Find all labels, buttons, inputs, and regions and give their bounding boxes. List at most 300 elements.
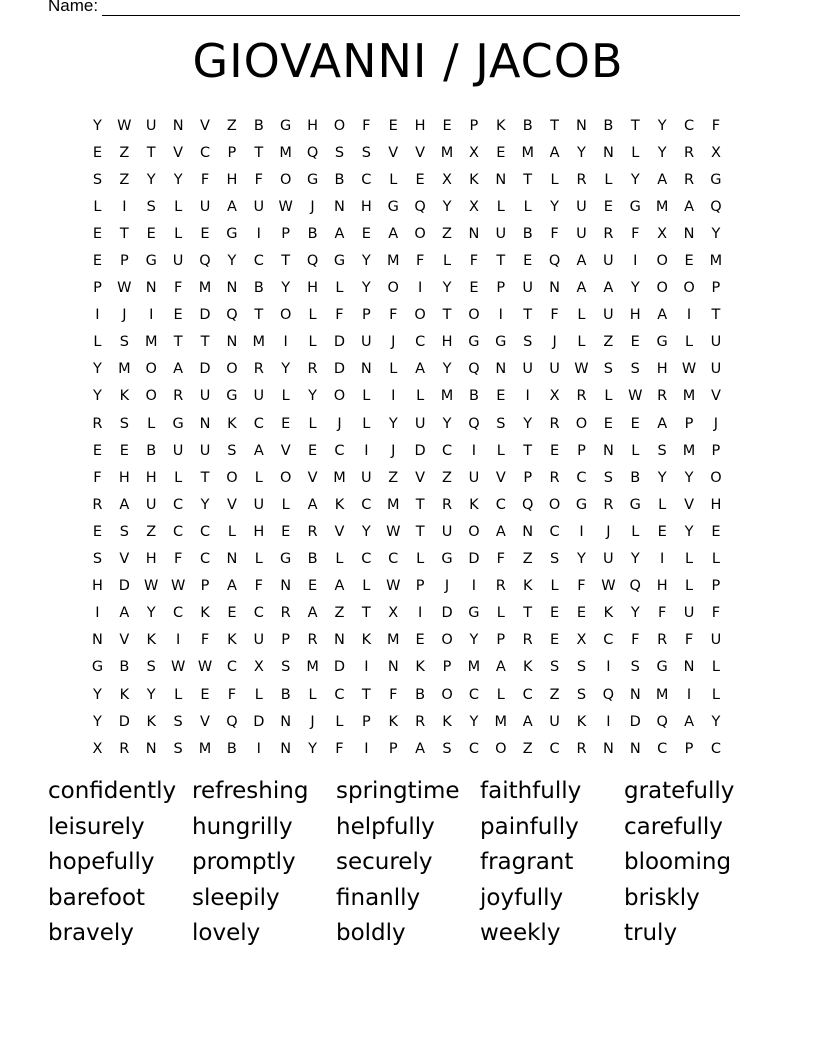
grid-letter[interactable]: T: [630, 117, 640, 134]
grid-letter[interactable]: X: [253, 659, 264, 676]
grid-letter[interactable]: G: [656, 659, 668, 676]
grid-letter[interactable]: T: [173, 334, 183, 351]
grid-letter[interactable]: Q: [226, 307, 238, 324]
grid-letter[interactable]: W: [170, 578, 186, 595]
grid-letter[interactable]: W: [144, 578, 159, 595]
grid-letter[interactable]: K: [227, 415, 237, 432]
grid-letter[interactable]: C: [549, 740, 560, 757]
grid-letter[interactable]: J: [391, 334, 396, 351]
grid-letter[interactable]: A: [415, 740, 426, 757]
grid-letter[interactable]: G: [226, 388, 238, 405]
grid-letter[interactable]: F: [93, 469, 102, 486]
grid-letter[interactable]: U: [522, 361, 533, 378]
grid-letter[interactable]: D: [199, 361, 211, 378]
grid-letter[interactable]: X: [442, 171, 452, 188]
grid-letter[interactable]: L: [496, 442, 505, 459]
grid-letter[interactable]: X: [388, 605, 399, 622]
grid-letter[interactable]: I: [283, 334, 288, 351]
grid-letter[interactable]: N: [629, 686, 641, 703]
grid-letter[interactable]: W: [197, 659, 213, 676]
grid-letter[interactable]: Y: [93, 686, 102, 703]
grid-letter[interactable]: L: [389, 361, 398, 378]
grid-letter[interactable]: O: [683, 280, 695, 297]
grid-letter[interactable]: W: [386, 578, 401, 595]
grid-letter[interactable]: Z: [226, 117, 237, 134]
grid-letter[interactable]: E: [281, 415, 291, 432]
grid-letter[interactable]: D: [441, 605, 453, 622]
grid-letter[interactable]: M: [144, 334, 158, 351]
grid-letter[interactable]: O: [145, 361, 157, 378]
grid-letter[interactable]: B: [468, 388, 479, 405]
grid-letter[interactable]: L: [362, 578, 371, 595]
grid-letter[interactable]: M: [494, 713, 508, 730]
grid-letter[interactable]: B: [253, 117, 264, 134]
grid-letter[interactable]: D: [118, 578, 130, 595]
grid-letter[interactable]: N: [334, 198, 345, 215]
grid-letter[interactable]: Q: [468, 361, 480, 378]
grid-letter[interactable]: D: [333, 659, 346, 676]
grid-letter[interactable]: A: [334, 578, 345, 595]
grid-letter[interactable]: A: [119, 496, 130, 513]
grid-letter[interactable]: J: [606, 523, 611, 540]
grid-letter[interactable]: I: [579, 523, 584, 540]
grid-letter[interactable]: S: [576, 686, 587, 703]
grid-letter[interactable]: Y: [684, 523, 694, 540]
grid-letter[interactable]: V: [200, 117, 210, 134]
grid-letter[interactable]: S: [173, 740, 183, 757]
grid-letter[interactable]: R: [603, 225, 614, 242]
grid-letter[interactable]: R: [522, 632, 533, 649]
grid-letter[interactable]: S: [92, 171, 103, 188]
grid-letter[interactable]: C: [683, 117, 695, 134]
grid-letter[interactable]: G: [656, 334, 668, 351]
grid-letter[interactable]: N: [495, 361, 507, 378]
grid-letter[interactable]: U: [199, 388, 211, 405]
grid-letter[interactable]: Z: [119, 171, 130, 188]
grid-letter[interactable]: A: [657, 171, 668, 188]
grid-letter[interactable]: O: [441, 632, 453, 649]
grid-letter[interactable]: T: [523, 307, 533, 324]
grid-letter[interactable]: F: [550, 225, 559, 242]
grid-letter[interactable]: U: [522, 280, 533, 297]
grid-letter[interactable]: C: [199, 523, 211, 540]
grid-letter[interactable]: Z: [549, 686, 560, 703]
grid-letter[interactable]: K: [415, 659, 425, 676]
grid-letter[interactable]: U: [172, 253, 184, 270]
grid-letter[interactable]: K: [469, 496, 479, 513]
grid-letter[interactable]: F: [254, 171, 263, 188]
grid-letter[interactable]: T: [523, 171, 533, 188]
grid-letter[interactable]: Y: [657, 469, 667, 486]
grid-letter[interactable]: F: [711, 605, 721, 622]
grid-letter[interactable]: I: [686, 307, 692, 324]
grid-letter[interactable]: U: [361, 469, 372, 486]
grid-letter[interactable]: I: [256, 225, 261, 242]
grid-letter[interactable]: S: [603, 469, 613, 486]
grid-letter[interactable]: Y: [281, 280, 291, 297]
grid-letter[interactable]: Y: [93, 117, 102, 134]
grid-letter[interactable]: F: [684, 632, 694, 649]
grid-letter[interactable]: O: [226, 469, 238, 486]
grid-letter[interactable]: N: [92, 632, 103, 649]
grid-letter[interactable]: N: [226, 280, 238, 297]
grid-letter[interactable]: P: [577, 442, 586, 459]
grid-letter[interactable]: E: [657, 523, 667, 540]
grid-letter[interactable]: E: [173, 307, 183, 324]
grid-letter[interactable]: F: [335, 307, 344, 324]
grid-letter[interactable]: Y: [442, 198, 452, 215]
grid-letter[interactable]: L: [631, 523, 640, 540]
grid-letter[interactable]: I: [175, 632, 181, 649]
grid-letter[interactable]: S: [630, 361, 640, 378]
grid-letter[interactable]: X: [549, 388, 560, 405]
grid-letter[interactable]: N: [549, 280, 561, 297]
grid-letter[interactable]: L: [174, 225, 183, 242]
grid-letter[interactable]: L: [684, 578, 694, 595]
grid-letter[interactable]: E: [496, 388, 506, 405]
grid-letter[interactable]: A: [307, 496, 318, 513]
grid-letter[interactable]: O: [575, 415, 588, 432]
grid-letter[interactable]: P: [711, 442, 721, 459]
grid-letter[interactable]: S: [361, 144, 371, 161]
grid-letter[interactable]: E: [200, 225, 210, 242]
grid-letter[interactable]: F: [200, 171, 210, 188]
grid-letter[interactable]: K: [576, 713, 587, 730]
grid-letter[interactable]: K: [442, 713, 452, 730]
grid-letter[interactable]: W: [278, 198, 293, 215]
grid-letter[interactable]: C: [361, 171, 372, 188]
grid-letter[interactable]: V: [119, 551, 130, 568]
grid-letter[interactable]: C: [710, 740, 721, 757]
grid-letter[interactable]: B: [307, 225, 318, 242]
grid-letter[interactable]: N: [280, 578, 292, 595]
grid-letter[interactable]: L: [335, 280, 344, 297]
grid-letter[interactable]: M: [118, 361, 131, 378]
grid-letter[interactable]: T: [254, 307, 264, 324]
grid-letter[interactable]: J: [713, 415, 719, 432]
grid-letter[interactable]: V: [173, 144, 184, 161]
grid-letter[interactable]: O: [279, 171, 292, 188]
grid-letter[interactable]: L: [550, 171, 559, 188]
grid-letter[interactable]: G: [495, 334, 507, 351]
grid-letter[interactable]: G: [306, 171, 319, 188]
grid-letter[interactable]: Y: [361, 253, 371, 270]
grid-letter[interactable]: E: [119, 442, 129, 459]
grid-letter[interactable]: X: [657, 225, 668, 242]
grid-letter[interactable]: L: [254, 686, 263, 703]
grid-letter[interactable]: R: [415, 713, 426, 730]
grid-letter[interactable]: I: [149, 307, 154, 324]
grid-letter[interactable]: M: [655, 198, 669, 215]
grid-letter[interactable]: N: [576, 117, 587, 134]
grid-letter[interactable]: Y: [227, 253, 237, 270]
grid-letter[interactable]: R: [92, 415, 103, 432]
grid-letter[interactable]: Z: [119, 144, 130, 161]
grid-letter[interactable]: T: [523, 442, 533, 459]
grid-letter[interactable]: F: [173, 280, 183, 297]
grid-letter[interactable]: P: [496, 632, 506, 649]
grid-letter[interactable]: P: [442, 659, 452, 676]
grid-letter[interactable]: E: [92, 144, 103, 161]
grid-letter[interactable]: T: [415, 496, 425, 513]
grid-letter[interactable]: R: [549, 415, 560, 432]
grid-letter[interactable]: G: [226, 225, 238, 242]
grid-letter[interactable]: L: [335, 713, 344, 730]
grid-letter[interactable]: E: [281, 523, 291, 540]
grid-letter[interactable]: U: [253, 388, 265, 405]
grid-letter[interactable]: Q: [656, 713, 668, 730]
grid-letter[interactable]: Y: [308, 740, 317, 757]
grid-letter[interactable]: C: [226, 659, 237, 676]
grid-letter[interactable]: T: [361, 605, 371, 622]
grid-letter[interactable]: Q: [199, 253, 211, 270]
grid-letter[interactable]: C: [199, 144, 211, 161]
grid-letter[interactable]: X: [710, 144, 721, 161]
grid-letter[interactable]: S: [146, 198, 156, 215]
grid-letter[interactable]: A: [657, 307, 668, 324]
grid-letter[interactable]: K: [119, 686, 130, 703]
grid-letter[interactable]: H: [91, 578, 103, 595]
grid-letter[interactable]: R: [280, 605, 291, 622]
grid-letter[interactable]: Q: [629, 578, 641, 595]
grid-letter[interactable]: E: [415, 171, 425, 188]
grid-letter[interactable]: J: [122, 307, 127, 324]
grid-letter[interactable]: R: [92, 496, 103, 513]
grid-letter[interactable]: E: [576, 605, 587, 622]
grid-letter[interactable]: U: [199, 198, 211, 215]
grid-letter[interactable]: R: [657, 388, 668, 405]
grid-letter[interactable]: L: [174, 198, 183, 215]
grid-letter[interactable]: F: [496, 551, 505, 568]
grid-letter[interactable]: G: [333, 253, 346, 270]
grid-letter[interactable]: U: [549, 713, 560, 730]
grid-letter[interactable]: T: [550, 117, 560, 134]
grid-letter[interactable]: S: [657, 442, 667, 459]
grid-letter[interactable]: P: [93, 280, 102, 297]
grid-letter[interactable]: I: [525, 388, 530, 405]
grid-letter[interactable]: E: [550, 442, 560, 459]
grid-letter[interactable]: Y: [657, 144, 667, 161]
grid-letter[interactable]: I: [660, 551, 665, 568]
grid-letter[interactable]: E: [361, 225, 371, 242]
grid-letter[interactable]: N: [199, 415, 211, 432]
grid-letter[interactable]: L: [281, 496, 290, 513]
grid-letter[interactable]: L: [711, 686, 720, 703]
grid-letter[interactable]: N: [280, 740, 292, 757]
grid-letter[interactable]: W: [601, 578, 616, 595]
grid-letter[interactable]: O: [226, 361, 238, 378]
grid-letter[interactable]: Q: [548, 253, 561, 270]
grid-letter[interactable]: Y: [630, 551, 640, 568]
grid-letter[interactable]: E: [92, 523, 103, 540]
grid-letter[interactable]: S: [549, 659, 560, 676]
grid-letter[interactable]: K: [496, 117, 506, 134]
grid-letter[interactable]: Y: [657, 117, 667, 134]
grid-letter[interactable]: E: [550, 605, 560, 622]
grid-letter[interactable]: P: [388, 740, 398, 757]
grid-letter[interactable]: Y: [281, 361, 291, 378]
grid-letter[interactable]: H: [441, 334, 453, 351]
grid-letter[interactable]: Y: [442, 415, 452, 432]
grid-letter[interactable]: E: [630, 334, 640, 351]
grid-letter[interactable]: Y: [711, 225, 721, 242]
grid-letter[interactable]: M: [386, 632, 400, 649]
grid-letter[interactable]: Y: [361, 280, 371, 297]
grid-letter[interactable]: Y: [523, 415, 533, 432]
grid-letter[interactable]: U: [361, 334, 372, 351]
grid-letter[interactable]: S: [173, 713, 183, 730]
grid-letter[interactable]: L: [604, 388, 613, 405]
grid-letter[interactable]: W: [574, 361, 589, 378]
grid-letter[interactable]: D: [253, 713, 265, 730]
grid-letter[interactable]: X: [92, 740, 103, 757]
grid-letter[interactable]: F: [335, 740, 344, 757]
grid-letter[interactable]: T: [523, 605, 533, 622]
grid-letter[interactable]: Z: [146, 523, 157, 540]
grid-letter[interactable]: H: [629, 307, 641, 324]
grid-letter[interactable]: I: [122, 198, 127, 215]
grid-letter[interactable]: V: [415, 144, 426, 161]
grid-letter[interactable]: H: [253, 523, 265, 540]
grid-letter[interactable]: O: [414, 225, 426, 242]
grid-letter[interactable]: Q: [226, 713, 238, 730]
grid-letter[interactable]: F: [227, 686, 237, 703]
grid-letter[interactable]: U: [710, 361, 722, 378]
grid-letter[interactable]: I: [256, 740, 261, 757]
grid-letter[interactable]: Y: [711, 713, 721, 730]
grid-letter[interactable]: L: [254, 551, 263, 568]
grid-letter[interactable]: L: [442, 253, 452, 270]
grid-letter[interactable]: A: [388, 225, 399, 242]
grid-letter[interactable]: E: [92, 253, 103, 270]
grid-letter[interactable]: C: [361, 551, 372, 568]
grid-letter[interactable]: O: [468, 307, 480, 324]
grid-letter[interactable]: M: [440, 144, 454, 161]
grid-letter[interactable]: Y: [173, 171, 183, 188]
grid-letter[interactable]: R: [307, 632, 318, 649]
grid-letter[interactable]: H: [226, 171, 238, 188]
grid-letter[interactable]: P: [684, 415, 694, 432]
grid-letter[interactable]: F: [711, 117, 721, 134]
grid-letter[interactable]: E: [388, 117, 398, 134]
grid-letter[interactable]: U: [495, 225, 507, 242]
grid-letter[interactable]: O: [414, 307, 426, 324]
grid-letter[interactable]: G: [387, 198, 399, 215]
grid-letter[interactable]: N: [683, 225, 695, 242]
grid-letter[interactable]: R: [603, 496, 614, 513]
grid-letter[interactable]: P: [361, 307, 371, 324]
grid-letter[interactable]: V: [684, 496, 694, 513]
grid-letter[interactable]: L: [631, 144, 640, 161]
grid-letter[interactable]: A: [657, 415, 668, 432]
grid-letter[interactable]: V: [334, 523, 345, 540]
grid-letter[interactable]: P: [469, 117, 479, 134]
grid-letter[interactable]: O: [656, 280, 668, 297]
grid-letter[interactable]: E: [415, 632, 425, 649]
grid-letter[interactable]: C: [253, 415, 264, 432]
grid-letter[interactable]: A: [334, 225, 345, 242]
grid-letter[interactable]: I: [364, 740, 369, 757]
grid-letter[interactable]: N: [683, 659, 695, 676]
grid-letter[interactable]: T: [361, 686, 371, 703]
grid-letter[interactable]: J: [391, 442, 396, 459]
grid-letter[interactable]: D: [629, 713, 641, 730]
grid-letter[interactable]: A: [173, 361, 184, 378]
grid-letter[interactable]: I: [498, 307, 503, 324]
grid-letter[interactable]: P: [496, 280, 506, 297]
grid-letter[interactable]: N: [629, 740, 641, 757]
grid-letter[interactable]: S: [496, 415, 506, 432]
grid-letter[interactable]: Y: [469, 713, 479, 730]
grid-letter[interactable]: K: [469, 171, 479, 188]
grid-letter[interactable]: A: [495, 659, 506, 676]
grid-letter[interactable]: R: [576, 171, 587, 188]
grid-letter[interactable]: C: [253, 605, 264, 622]
grid-letter[interactable]: A: [253, 442, 264, 459]
grid-letter[interactable]: L: [227, 523, 236, 540]
grid-letter[interactable]: Q: [602, 686, 615, 703]
grid-letter[interactable]: A: [415, 361, 426, 378]
grid-letter[interactable]: I: [417, 280, 423, 297]
grid-letter[interactable]: I: [364, 659, 369, 676]
grid-letter[interactable]: O: [495, 740, 507, 757]
grid-letter[interactable]: C: [603, 632, 614, 649]
grid-letter[interactable]: O: [279, 307, 292, 324]
grid-letter[interactable]: G: [280, 551, 292, 568]
grid-letter[interactable]: P: [523, 469, 533, 486]
grid-letter[interactable]: K: [388, 713, 398, 730]
grid-letter[interactable]: L: [577, 307, 586, 324]
grid-letter[interactable]: G: [710, 171, 722, 188]
grid-letter[interactable]: C: [334, 686, 345, 703]
grid-letter[interactable]: L: [147, 415, 156, 432]
grid-letter[interactable]: N: [468, 225, 480, 242]
grid-letter[interactable]: R: [684, 171, 695, 188]
grid-letter[interactable]: E: [200, 686, 210, 703]
grid-letter[interactable]: O: [387, 280, 399, 297]
grid-letter[interactable]: N: [360, 361, 372, 378]
grid-letter[interactable]: B: [522, 225, 533, 242]
grid-letter[interactable]: T: [496, 253, 506, 270]
grid-letter[interactable]: C: [173, 496, 184, 513]
grid-letter[interactable]: C: [522, 686, 533, 703]
grid-letter[interactable]: Z: [334, 605, 345, 622]
grid-letter[interactable]: F: [550, 307, 559, 324]
grid-letter[interactable]: L: [362, 415, 371, 432]
grid-letter[interactable]: H: [118, 469, 130, 486]
grid-letter[interactable]: Y: [630, 605, 640, 622]
grid-letter[interactable]: C: [441, 442, 453, 459]
grid-letter[interactable]: F: [631, 632, 640, 649]
grid-letter[interactable]: J: [552, 334, 557, 351]
grid-letter[interactable]: C: [361, 496, 372, 513]
grid-letter[interactable]: F: [254, 578, 263, 595]
grid-letter[interactable]: M: [682, 442, 696, 459]
grid-letter[interactable]: V: [280, 442, 291, 459]
grid-letter[interactable]: U: [603, 307, 614, 324]
grid-letter[interactable]: Q: [710, 198, 722, 215]
grid-letter[interactable]: C: [173, 605, 184, 622]
grid-letter[interactable]: Q: [414, 198, 426, 215]
grid-letter[interactable]: S: [119, 415, 129, 432]
grid-letter[interactable]: N: [145, 280, 157, 297]
grid-letter[interactable]: M: [655, 686, 669, 703]
grid-letter[interactable]: L: [711, 659, 720, 676]
grid-letter[interactable]: S: [119, 334, 129, 351]
grid-letter[interactable]: M: [198, 740, 212, 757]
grid-letter[interactable]: R: [549, 469, 560, 486]
grid-letter[interactable]: A: [549, 144, 560, 161]
